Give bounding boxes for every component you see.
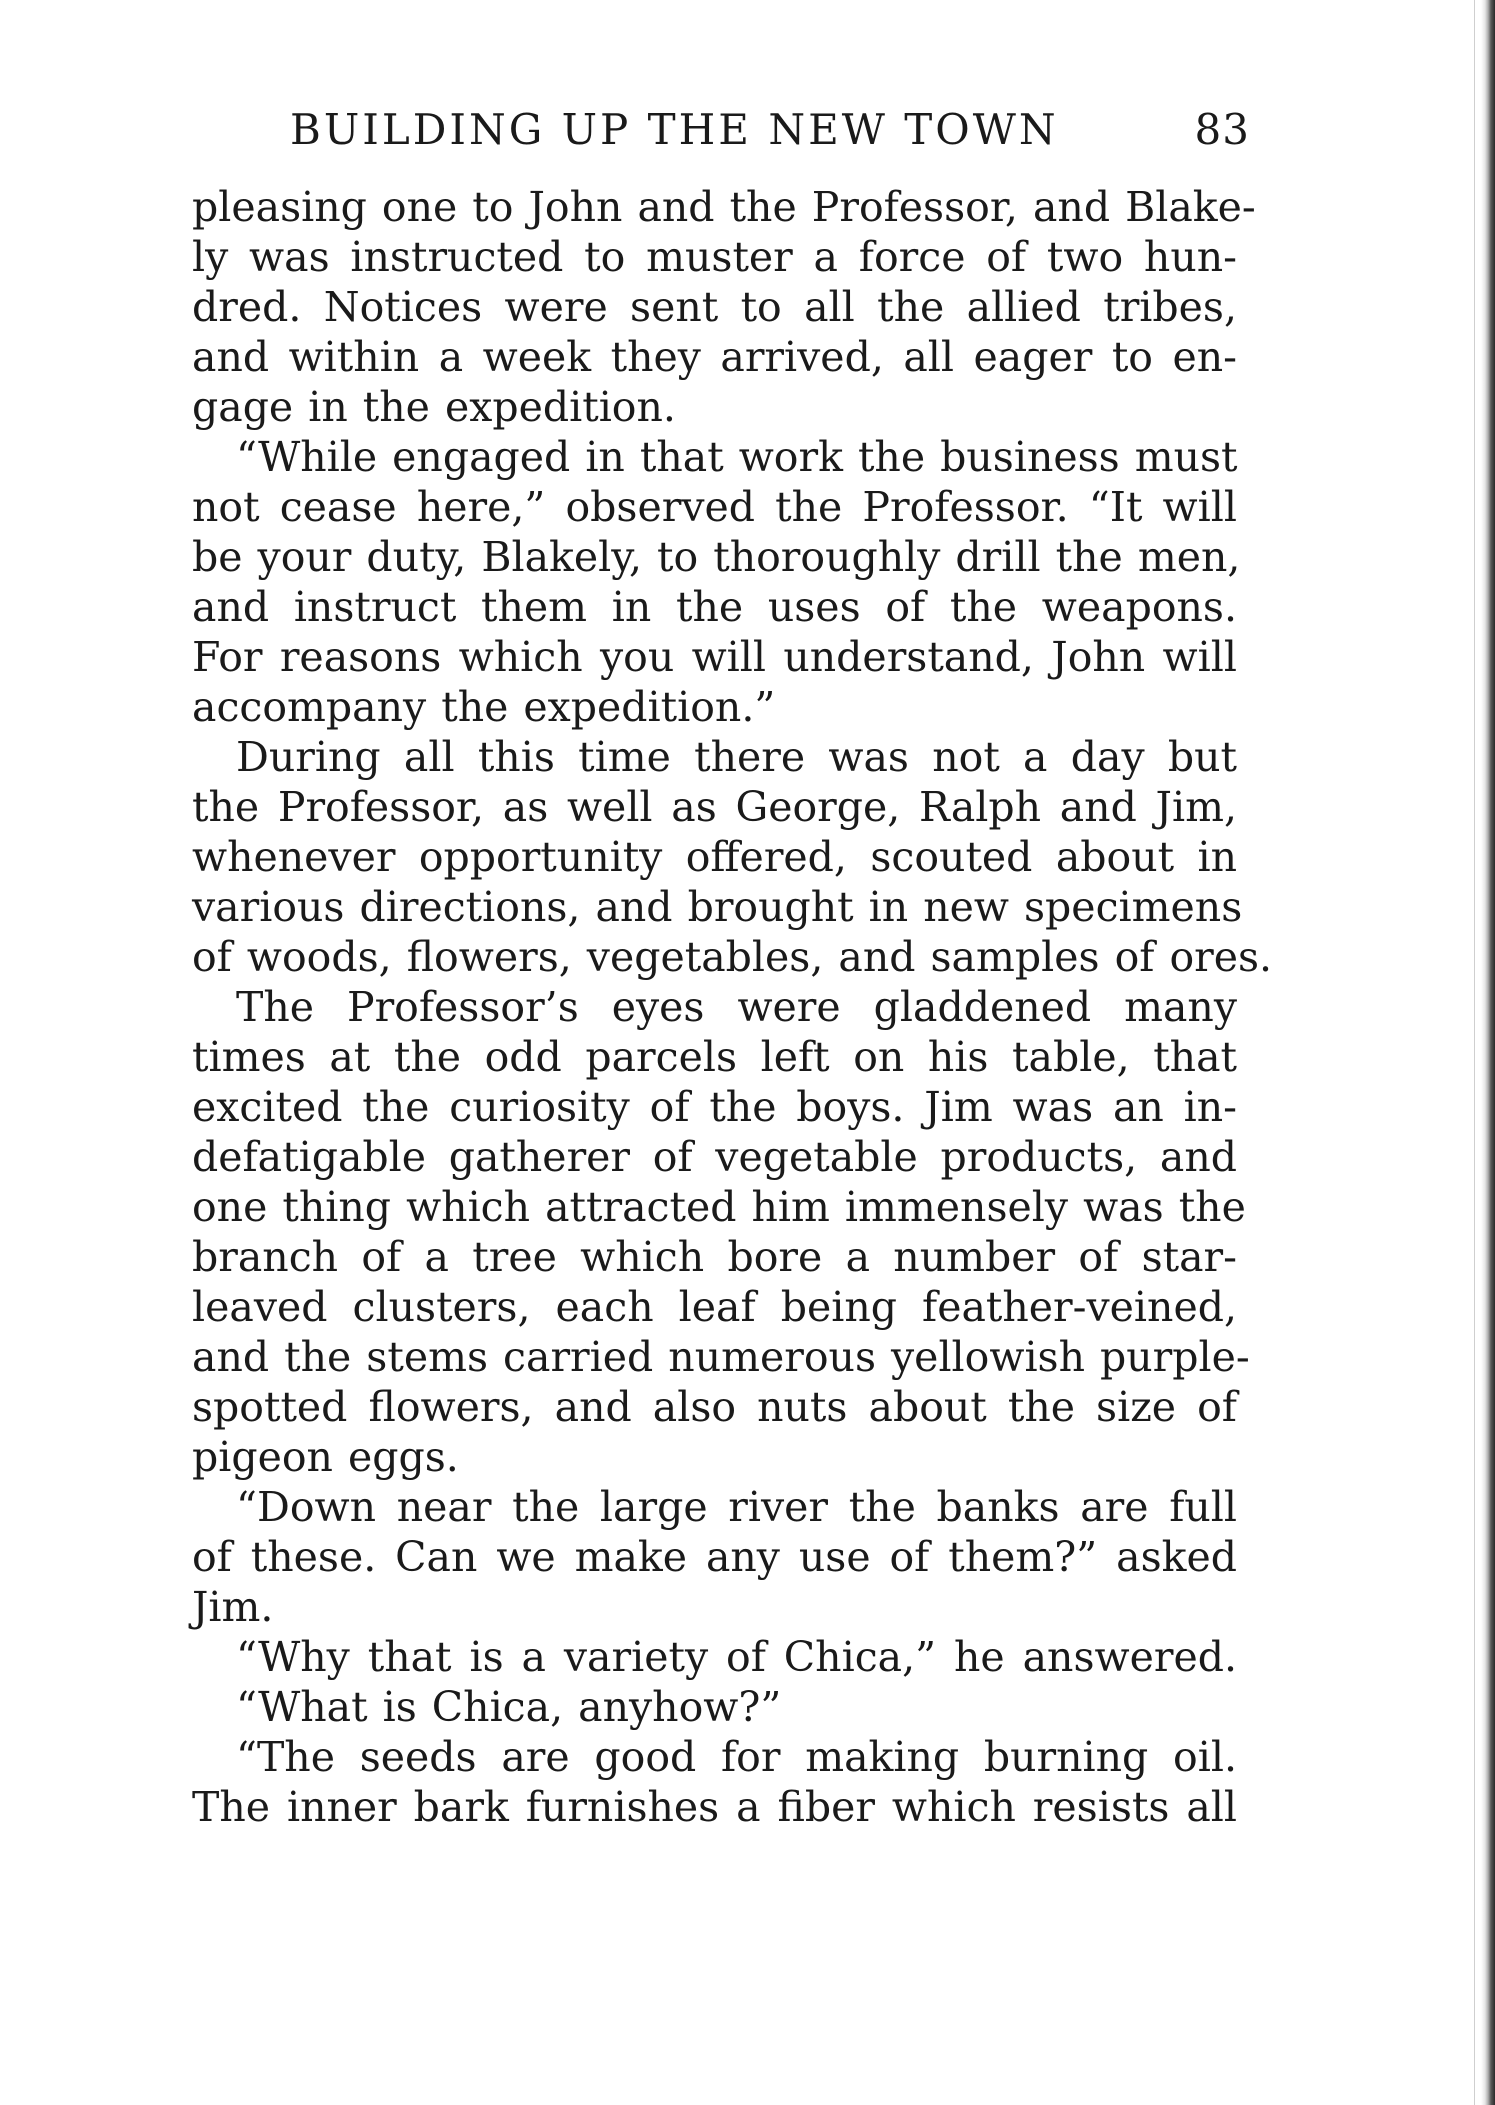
body-text (192, 182, 1273, 1832)
text-line: The Professor’s eyes were gladdened many (236, 983, 1237, 1031)
text-line: the Professor, as well as George, Ralph and Jim, (192, 783, 1237, 831)
text-line: Jim. (192, 1583, 274, 1631)
text-line: not cease here,” observed the Professor. “It will (192, 483, 1237, 531)
binding-gutter (1481, 0, 1495, 2105)
text-line: “What is Chica, anyhow?” (236, 1683, 782, 1731)
text-line: spotted flowers, and also nuts about the size of (192, 1383, 1237, 1431)
text-line: pleasing one to John and the Professor, and Blake- (192, 183, 1256, 231)
text-line: During all this time there was not a day but (236, 733, 1237, 781)
text-line: of these. Can we make any use of them?” asked (192, 1533, 1237, 1581)
text-line: The inner bark furnishes a fiber which resists all (192, 1783, 1237, 1831)
text-line: branch of a tree which bore a number of star- (192, 1233, 1237, 1281)
text-line: pigeon eggs. (192, 1433, 459, 1481)
text-line: ly was instructed to muster a force of two hun- (192, 233, 1237, 281)
text-line: one thing which attracted him immensely was the (192, 1183, 1246, 1231)
text-line: “While engaged in that work the business must (236, 433, 1238, 481)
text-line: various directions, and brought in new specimens (192, 883, 1243, 931)
text-line: “Down near the large river the banks are full (236, 1483, 1237, 1531)
text-line: “Why that is a variety of Chica,” he answered. (236, 1633, 1237, 1681)
text-line: and the stems carried numerous yellowish purple- (192, 1333, 1250, 1381)
text-line: “The seeds are good for making burning oil. (236, 1733, 1237, 1781)
text-line: times at the odd parcels left on his table, that (192, 1033, 1237, 1081)
text-line: and within a week they arrived, all eager to en- (192, 333, 1237, 381)
running-header (290, 100, 1250, 160)
text-line: and instruct them in the uses of the weapons. (192, 583, 1237, 631)
text-line: For reasons which you will understand, John will (192, 633, 1237, 681)
running-title: BUILDING UP THE NEW TOWN (290, 105, 1059, 154)
text-line: be your duty, Blakely, to thoroughly drill the men, (192, 533, 1241, 581)
binding-edge-line (1474, 0, 1475, 2105)
text-line: excited the curiosity of the boys. Jim was an in- (192, 1083, 1237, 1131)
text-line: accompany the expedition.” (192, 683, 776, 731)
text-line: dred. Notices were sent to all the allied tribes, (192, 283, 1237, 331)
text-line: gage in the expedition. (192, 383, 676, 431)
page-number: 83 (1194, 105, 1250, 154)
text-line: of woods, flowers, vegetables, and samples of ores. (192, 933, 1273, 981)
text-line: defatigable gatherer of vegetable products, and (192, 1133, 1237, 1181)
text-line: whenever opportunity offered, scouted about in (192, 833, 1237, 881)
text-line: leaved clusters, each leaf being feather-veined, (192, 1283, 1237, 1331)
